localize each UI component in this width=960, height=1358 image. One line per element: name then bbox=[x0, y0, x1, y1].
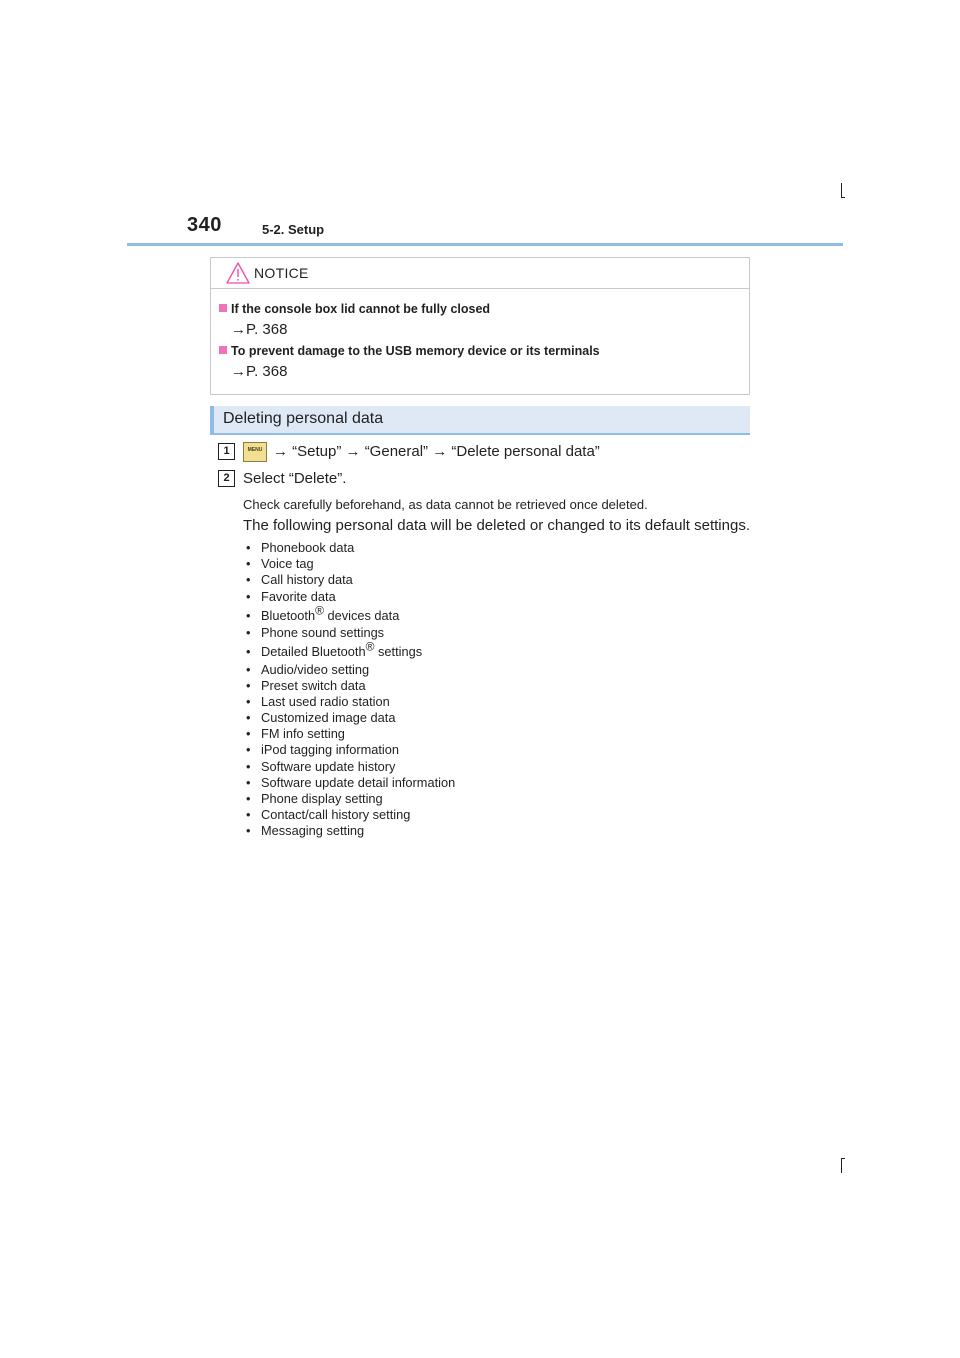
menu-button-icon bbox=[243, 442, 267, 462]
list-item: • Phone display setting bbox=[246, 791, 383, 807]
notice-item-text: If the console box lid cannot be fully closed bbox=[231, 302, 491, 316]
list-item: • Preset switch data bbox=[246, 677, 366, 693]
caution-note: Check carefully beforehand, as data cannot be retrieved once deleted. bbox=[243, 497, 648, 512]
notice-item-heading bbox=[219, 302, 490, 316]
step-number-2: 2 bbox=[218, 470, 235, 487]
notice-item-heading bbox=[219, 344, 600, 358]
notice-page-reference[interactable]: →P. 368 bbox=[231, 321, 288, 338]
notice-box bbox=[210, 257, 750, 395]
section-title: 5-2. Setup bbox=[262, 222, 325, 237]
crop-mark-bottom-foot bbox=[841, 1158, 845, 1159]
square-bullet-icon bbox=[219, 304, 227, 312]
notice-header bbox=[211, 258, 749, 289]
list-item: • Messaging setting bbox=[246, 823, 365, 839]
list-item: • Favorite data bbox=[246, 588, 336, 604]
registered-mark: ® bbox=[365, 639, 375, 654]
list-item: • Contact/call history setting bbox=[246, 807, 411, 823]
registered-mark: ® bbox=[315, 603, 324, 618]
list-item: • FM info setting bbox=[246, 726, 345, 742]
intro-text: The following personal data will be deleted or changed to its default settings. bbox=[243, 517, 750, 534]
section-heading bbox=[210, 406, 750, 435]
list-item: • Software update detail information bbox=[246, 774, 456, 790]
list-item: • Software update history bbox=[246, 758, 396, 774]
list-item: • Phone sound settings bbox=[246, 625, 385, 641]
list-item: • Voice tag bbox=[246, 556, 314, 572]
section-heading-text: Deleting personal data bbox=[223, 410, 384, 427]
personal-data-list bbox=[246, 540, 455, 840]
list-item: • Bluetooth® devices data bbox=[246, 603, 400, 623]
page-number: 340 bbox=[187, 214, 222, 236]
notice-page-reference[interactable]: →P. 368 bbox=[231, 363, 288, 380]
crop-mark-top-foot bbox=[841, 197, 845, 198]
step-1-text: → “Setup” → “General” → “Delete personal data” bbox=[273, 443, 600, 460]
list-item: • Call history data bbox=[246, 572, 353, 588]
crop-mark-bottom bbox=[841, 1158, 842, 1173]
square-bullet-icon bbox=[219, 346, 227, 354]
step-number-1: 1 bbox=[218, 443, 235, 460]
header-rule bbox=[127, 243, 843, 246]
list-item: • Customized image data bbox=[246, 710, 396, 726]
list-item: • iPod tagging information bbox=[246, 742, 400, 758]
step-2-text: Select “Delete”. bbox=[243, 470, 347, 487]
list-item: • Audio/video setting bbox=[246, 661, 370, 677]
crop-mark-top bbox=[841, 183, 842, 198]
list-item: • Last used radio station bbox=[246, 693, 390, 709]
notice-item-text: To prevent damage to the USB memory device or its terminals bbox=[231, 344, 600, 358]
warning-icon bbox=[225, 261, 251, 285]
list-item: • Phonebook data bbox=[246, 540, 355, 555]
section-heading-accent bbox=[210, 406, 214, 435]
list-item: • Detailed Bluetooth® settings bbox=[246, 639, 423, 660]
notice-title: NOTICE bbox=[254, 265, 309, 281]
menu-button-label: MENU bbox=[247, 447, 263, 453]
